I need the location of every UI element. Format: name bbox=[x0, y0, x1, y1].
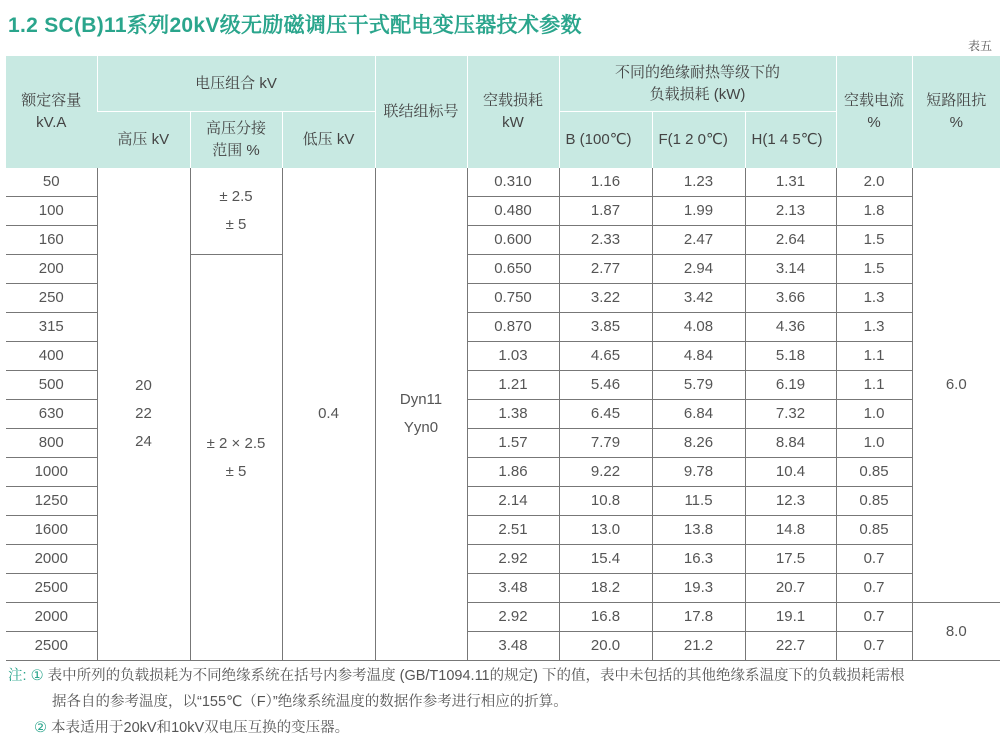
cell-noload-loss: 1.21 bbox=[467, 371, 559, 400]
cell-load-loss-b: 1.16 bbox=[559, 168, 652, 197]
cell-noload-loss: 2.51 bbox=[467, 516, 559, 545]
spec-table bbox=[6, 56, 1000, 661]
cell-load-loss-b: 15.4 bbox=[559, 545, 652, 574]
cell-lv: 0.4 bbox=[282, 168, 375, 661]
cell-load-loss-f: 8.26 bbox=[652, 429, 745, 458]
cell-noload-loss: 0.310 bbox=[467, 168, 559, 197]
note-2 bbox=[8, 715, 904, 741]
cell-noload-loss: 2.92 bbox=[467, 603, 559, 632]
cell-load-loss-f: 13.8 bbox=[652, 516, 745, 545]
cell-noload-loss: 1.03 bbox=[467, 342, 559, 371]
cell-load-loss-f: 1.23 bbox=[652, 168, 745, 197]
cell-load-loss-h: 5.18 bbox=[745, 342, 836, 371]
cell-noload-current: 1.1 bbox=[836, 371, 912, 400]
cell-load-loss-b: 3.22 bbox=[559, 284, 652, 313]
cell-noload-current: 1.8 bbox=[836, 197, 912, 226]
cell-noload-loss: 2.14 bbox=[467, 487, 559, 516]
cell-load-loss-b: 7.79 bbox=[559, 429, 652, 458]
cell-load-loss-f: 2.94 bbox=[652, 255, 745, 284]
cell-capacity: 500 bbox=[6, 371, 97, 400]
table-body bbox=[6, 168, 1000, 661]
cell-impedance-1: 6.0 bbox=[912, 168, 1000, 603]
cell-noload-loss: 1.86 bbox=[467, 458, 559, 487]
cell-load-loss-b: 18.2 bbox=[559, 574, 652, 603]
cell-impedance-2: 8.0 bbox=[912, 603, 1000, 661]
cell-capacity: 315 bbox=[6, 313, 97, 342]
cell-noload-current: 0.7 bbox=[836, 632, 912, 661]
cell-noload-current: 1.5 bbox=[836, 255, 912, 284]
cell-tap-range-1 bbox=[190, 168, 282, 255]
cell-noload-current: 0.85 bbox=[836, 516, 912, 545]
header-hv: 高压 kV bbox=[97, 112, 190, 169]
cell-load-loss-f: 1.99 bbox=[652, 197, 745, 226]
cell-noload-current: 0.7 bbox=[836, 545, 912, 574]
cell-load-loss-h: 6.19 bbox=[745, 371, 836, 400]
cell-load-loss-h: 1.31 bbox=[745, 168, 836, 197]
cell-noload-current: 1.3 bbox=[836, 313, 912, 342]
cell-load-loss-b: 13.0 bbox=[559, 516, 652, 545]
cell-capacity: 160 bbox=[6, 226, 97, 255]
note-1 bbox=[8, 663, 904, 689]
cell-hv-line: 22 bbox=[135, 405, 152, 422]
header-lv: 低压 kV bbox=[282, 112, 375, 169]
cell-load-loss-b: 20.0 bbox=[559, 632, 652, 661]
header-tap-range: 高压分接 范围 % bbox=[190, 112, 282, 169]
cell-capacity: 2000 bbox=[6, 545, 97, 574]
cell-noload-loss: 0.870 bbox=[467, 313, 559, 342]
note-1-text: 表中所列的负载损耗为不同绝缘系统在括号内参考温度 (GB/T1094.11的规定) 下的值，表中未包括的其他绝缘系温度下的负载损耗需根 bbox=[47, 668, 905, 684]
cell-vector-group bbox=[375, 168, 467, 661]
cell-load-loss-h: 7.32 bbox=[745, 400, 836, 429]
cell-capacity: 1250 bbox=[6, 487, 97, 516]
cell-load-loss-h: 3.14 bbox=[745, 255, 836, 284]
header-load-loss-h: H(1 4 5℃) bbox=[745, 112, 836, 169]
cell-noload-current: 1.1 bbox=[836, 342, 912, 371]
cell-load-loss-h: 14.8 bbox=[745, 516, 836, 545]
cell-capacity: 400 bbox=[6, 342, 97, 371]
header-noload-loss: 空载损耗 kW bbox=[467, 56, 559, 168]
cell-tap-range-2-line: ± 5 bbox=[225, 462, 247, 480]
cell-noload-loss: 3.48 bbox=[467, 632, 559, 661]
cell-load-loss-b: 2.77 bbox=[559, 255, 652, 284]
cell-load-loss-h: 10.4 bbox=[745, 458, 836, 487]
cell-noload-loss: 0.480 bbox=[467, 197, 559, 226]
cell-tap-range-1-line: ± 2.5 bbox=[219, 188, 253, 205]
cell-noload-current: 1.5 bbox=[836, 226, 912, 255]
cell-load-loss-h: 12.3 bbox=[745, 487, 836, 516]
cell-hv bbox=[97, 168, 190, 661]
cell-vector-group-line: Dyn11 bbox=[399, 391, 443, 408]
cell-load-loss-h: 17.5 bbox=[745, 545, 836, 574]
cell-noload-current: 0.7 bbox=[836, 603, 912, 632]
cell-noload-loss: 0.650 bbox=[467, 255, 559, 284]
cell-noload-current: 0.85 bbox=[836, 487, 912, 516]
cell-load-loss-b: 3.85 bbox=[559, 313, 652, 342]
cell-tap-range-2-line: ± 2 × 2.5 bbox=[206, 434, 266, 452]
cell-load-loss-h: 3.66 bbox=[745, 284, 836, 313]
cell-load-loss-f: 2.47 bbox=[652, 226, 745, 255]
table-number: 表五 bbox=[967, 39, 992, 53]
cell-load-loss-b: 5.46 bbox=[559, 371, 652, 400]
cell-noload-loss: 2.92 bbox=[467, 545, 559, 574]
cell-capacity: 250 bbox=[6, 284, 97, 313]
cell-noload-loss: 1.38 bbox=[467, 400, 559, 429]
cell-load-loss-h: 22.7 bbox=[745, 632, 836, 661]
cell-load-loss-b: 1.87 bbox=[559, 197, 652, 226]
cell-load-loss-f: 21.2 bbox=[652, 632, 745, 661]
cell-noload-current: 1.0 bbox=[836, 429, 912, 458]
cell-noload-loss: 0.600 bbox=[467, 226, 559, 255]
cell-noload-loss: 1.57 bbox=[467, 429, 559, 458]
cell-vector-group-line: Yyn0 bbox=[403, 419, 439, 436]
cell-load-loss-b: 16.8 bbox=[559, 603, 652, 632]
header-rated-capacity: 额定容量 kV.A bbox=[6, 56, 97, 168]
header-voltage-combo: 电压组合 kV bbox=[97, 56, 375, 112]
note-1-mark: ① bbox=[30, 668, 44, 684]
cell-noload-current: 0.7 bbox=[836, 574, 912, 603]
cell-load-loss-f: 3.42 bbox=[652, 284, 745, 313]
cell-load-loss-b: 6.45 bbox=[559, 400, 652, 429]
cell-load-loss-h: 4.36 bbox=[745, 313, 836, 342]
page-title: 1.2 SC(B)11系列20kV级无励磁调压干式配电变压器技术参数 bbox=[8, 14, 582, 37]
cell-hv-line: 20 bbox=[135, 377, 152, 394]
header-load-loss: 不同的绝缘耐热等级下的 负载损耗 (kW) bbox=[559, 56, 836, 112]
cell-load-loss-h: 19.1 bbox=[745, 603, 836, 632]
cell-load-loss-b: 10.8 bbox=[559, 487, 652, 516]
cell-load-loss-f: 5.79 bbox=[652, 371, 745, 400]
cell-capacity: 1000 bbox=[6, 458, 97, 487]
cell-load-loss-f: 19.3 bbox=[652, 574, 745, 603]
note-label: 注: bbox=[8, 668, 27, 684]
cell-hv-line: 24 bbox=[135, 433, 152, 450]
cell-load-loss-f: 11.5 bbox=[652, 487, 745, 516]
cell-load-loss-h: 8.84 bbox=[745, 429, 836, 458]
cell-tap-range-2 bbox=[190, 255, 282, 661]
cell-capacity: 800 bbox=[6, 429, 97, 458]
cell-noload-current: 2.0 bbox=[836, 168, 912, 197]
cell-tap-range-1-line: ± 5 bbox=[225, 216, 247, 233]
note-2-text: 本表适用于20kV和10kV双电压互换的变压器。 bbox=[51, 720, 350, 736]
cell-capacity: 2500 bbox=[6, 574, 97, 603]
note-1-continued: 据各自的参考温度，以“155℃（F）”绝缘系统温度的数据作参考进行相应的折算。 bbox=[52, 694, 568, 710]
cell-load-loss-f: 6.84 bbox=[652, 400, 745, 429]
cell-load-loss-f: 4.84 bbox=[652, 342, 745, 371]
cell-capacity: 2000 bbox=[6, 603, 97, 632]
cell-load-loss-h: 2.64 bbox=[745, 226, 836, 255]
cell-load-loss-h: 2.13 bbox=[745, 197, 836, 226]
cell-capacity: 2500 bbox=[6, 632, 97, 661]
cell-load-loss-f: 17.8 bbox=[652, 603, 745, 632]
header-load-loss-f: F(1 2 0℃) bbox=[652, 112, 745, 169]
cell-capacity: 630 bbox=[6, 400, 97, 429]
table-row bbox=[6, 168, 1000, 197]
cell-noload-current: 1.0 bbox=[836, 400, 912, 429]
header-load-loss-b: B (100℃) bbox=[559, 112, 652, 169]
header-vector-group: 联结组标号 bbox=[375, 56, 467, 168]
cell-load-loss-b: 2.33 bbox=[559, 226, 652, 255]
note-2-mark: ② bbox=[34, 720, 47, 736]
notes bbox=[8, 663, 904, 741]
cell-load-loss-h: 20.7 bbox=[745, 574, 836, 603]
cell-noload-current: 1.3 bbox=[836, 284, 912, 313]
cell-noload-loss: 3.48 bbox=[467, 574, 559, 603]
cell-load-loss-f: 9.78 bbox=[652, 458, 745, 487]
cell-capacity: 200 bbox=[6, 255, 97, 284]
cell-noload-loss: 0.750 bbox=[467, 284, 559, 313]
cell-load-loss-b: 9.22 bbox=[559, 458, 652, 487]
cell-capacity: 1600 bbox=[6, 516, 97, 545]
cell-capacity: 50 bbox=[6, 168, 97, 197]
cell-load-loss-f: 16.3 bbox=[652, 545, 745, 574]
header-noload-current: 空载电流 % bbox=[836, 56, 912, 168]
cell-load-loss-f: 4.08 bbox=[652, 313, 745, 342]
header-impedance: 短路阻抗 % bbox=[912, 56, 1000, 168]
cell-load-loss-b: 4.65 bbox=[559, 342, 652, 371]
cell-capacity: 100 bbox=[6, 197, 97, 226]
cell-noload-current: 0.85 bbox=[836, 458, 912, 487]
